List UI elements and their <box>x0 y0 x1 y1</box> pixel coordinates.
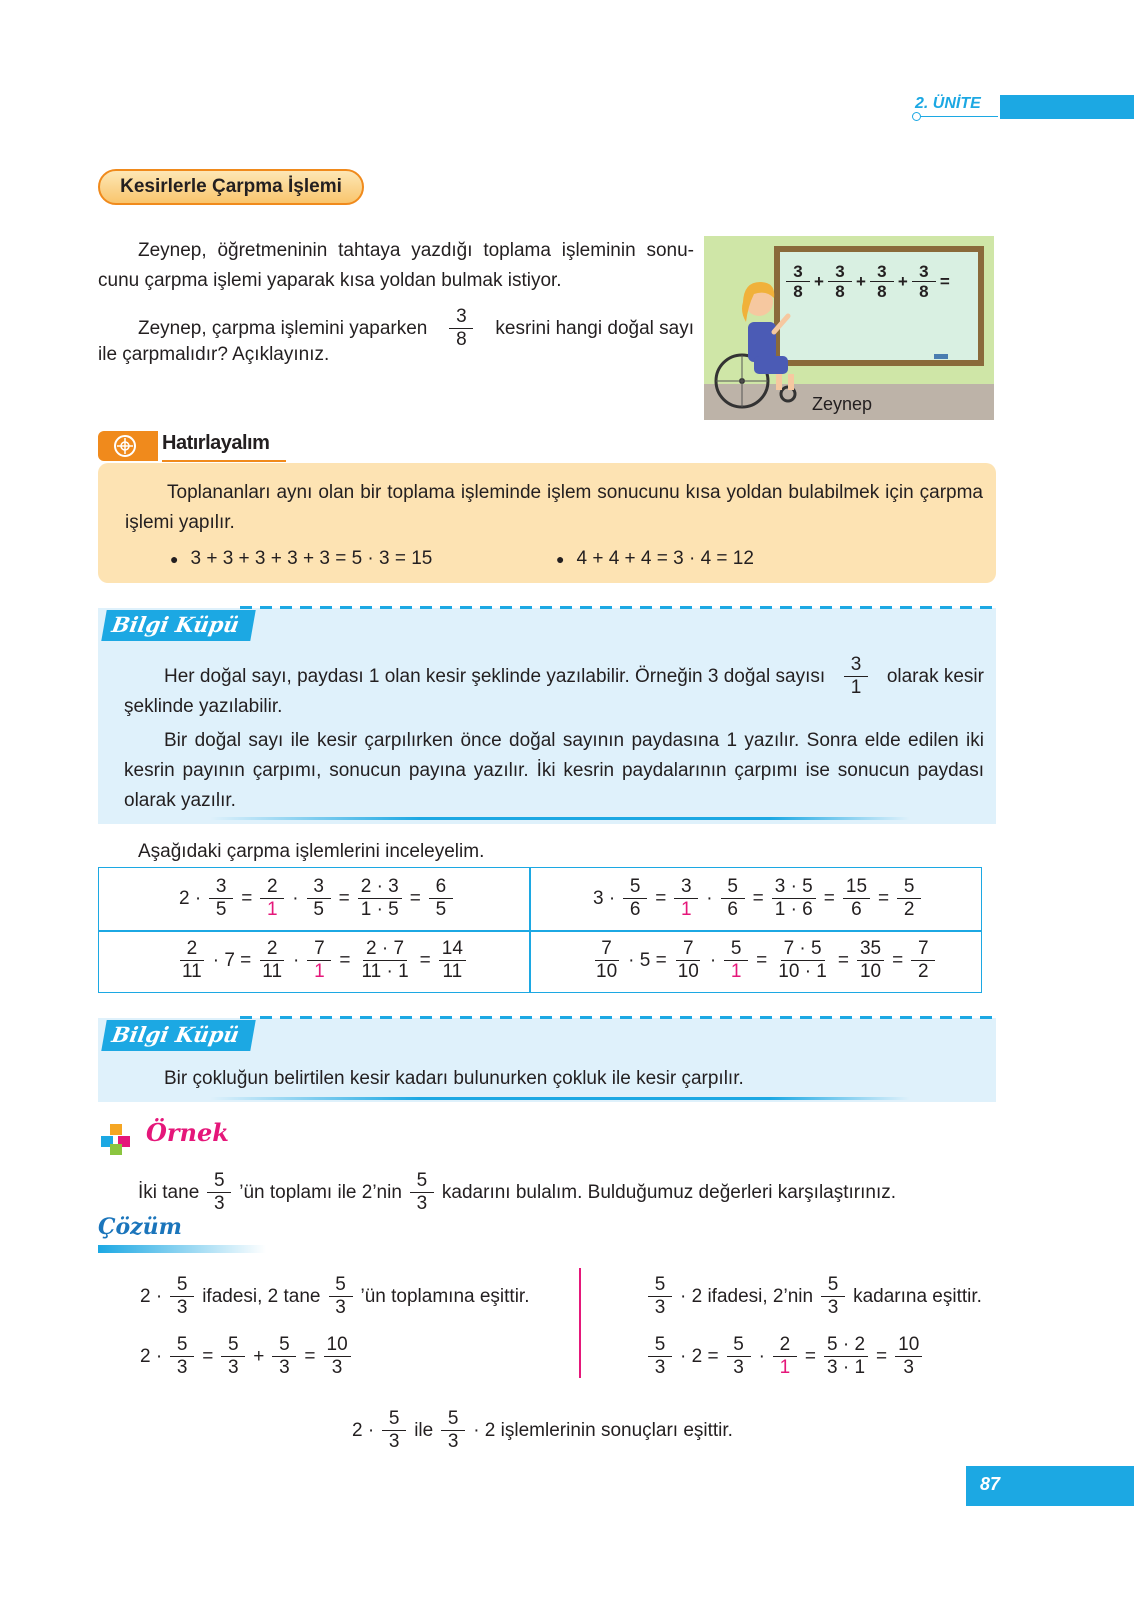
cell2-frac-2 <box>674 876 698 921</box>
cell4-frac-6 <box>911 938 935 983</box>
sl2-f4n: 10 <box>324 1334 351 1357</box>
unit-line <box>918 116 998 117</box>
cell3-f5n: 14 <box>439 938 466 961</box>
cell1-f2n: 2 <box>260 876 284 899</box>
cell3-f4n: 2 · 7 <box>363 938 407 961</box>
cell3-f1d: 11 <box>182 961 202 982</box>
board-d2: 8 <box>835 282 845 301</box>
remember-bullet-2 <box>556 544 754 574</box>
intro-paragraph-2-end: ile çarpmalıdır? Açıklayınız. <box>98 344 330 365</box>
cell4-f3d: 1 <box>730 961 742 982</box>
cell2-f6n: 5 <box>897 876 921 899</box>
example-f1d: 3 <box>213 1193 225 1214</box>
example-f2d: 3 <box>416 1193 428 1214</box>
cell2-f1n: 5 <box>623 876 647 899</box>
board-equals: = <box>939 271 950 291</box>
intro-fraction-num: 3 <box>449 306 473 329</box>
sl1-frac-2 <box>329 1274 353 1319</box>
sr1-fn: 5 <box>648 1274 672 1297</box>
solution-right-line-1 <box>646 1274 982 1319</box>
cell1-f1d: 5 <box>215 899 227 920</box>
board-d4: 8 <box>919 282 929 301</box>
cell3-frac-2 <box>259 938 285 983</box>
cell4-eq-1: = <box>756 949 768 971</box>
sr2-eq-2: = <box>876 1345 888 1367</box>
cell2-frac-4 <box>772 876 816 921</box>
info-box-1-p1-after: olarak kesir <box>886 665 984 687</box>
sr2-eq-1: = <box>804 1345 816 1367</box>
cell4-dot: · <box>709 949 717 971</box>
sl1-c: ’ün toplamına eşittir. <box>360 1285 530 1307</box>
table-cell-1 <box>179 876 455 921</box>
cell4-frac-2 <box>675 938 702 983</box>
board-plus-2: + <box>855 271 866 291</box>
board-fraction-3 <box>870 262 894 301</box>
sr2-frac-1 <box>648 1334 672 1379</box>
board-n1: 3 <box>786 262 810 282</box>
cell4-mid: · 5 = <box>628 949 667 971</box>
cell3-frac-5 <box>439 938 466 983</box>
cell1-f1n: 3 <box>209 876 233 899</box>
sr1-frac-1 <box>648 1274 672 1319</box>
sf-a: 2 · <box>352 1419 375 1441</box>
bullet-icon: ● <box>170 551 179 567</box>
sl2-f2d: 3 <box>228 1357 239 1378</box>
board-n2: 3 <box>828 262 852 282</box>
picture-caption: Zeynep <box>812 394 873 414</box>
cell2-f1d: 6 <box>629 899 641 920</box>
cell2-f5d: 6 <box>851 899 862 920</box>
cell2-eq-2: = <box>752 887 764 909</box>
unit-dot <box>912 112 921 121</box>
cell3-f5d: 11 <box>442 961 463 982</box>
cell2-lead: 3 · <box>593 887 616 909</box>
sl2-f2n: 5 <box>221 1334 245 1357</box>
board-fraction-4 <box>912 262 936 301</box>
board-d3: 8 <box>877 282 887 301</box>
sf-gd: 3 <box>447 1431 459 1452</box>
cell2-frac-5 <box>843 876 870 921</box>
cell2-f6d: 2 <box>903 899 915 920</box>
sr2-f2d: 3 <box>733 1357 744 1378</box>
remember-bullet-2-text: 4 + 4 + 4 = 3 · 4 = 12 <box>576 548 754 569</box>
cell2-frac-6 <box>897 876 921 921</box>
cell1-eq-3: = <box>409 887 421 909</box>
cell4-f4n: 7 · 5 <box>781 938 825 961</box>
sr1-frac-2 <box>821 1274 845 1319</box>
cell1-f5n: 6 <box>429 876 453 899</box>
cell3-mid: · 7 = <box>212 949 252 971</box>
board-d1: 8 <box>793 282 803 301</box>
cell1-f2d: 1 <box>267 899 278 920</box>
cell3-f4d: 11 · 1 <box>361 961 409 982</box>
sl1-b: ifadesi, 2 tane <box>202 1285 321 1307</box>
sl2-f3d: 3 <box>279 1357 290 1378</box>
cell4-f1d: 10 <box>596 961 618 982</box>
cell3-eq-1: = <box>339 949 351 971</box>
info-box-1-p1-end: şeklinde yazılabilir. <box>124 696 283 717</box>
cell2-eq-1: = <box>655 887 667 909</box>
bullet-icon: ● <box>556 551 565 567</box>
cell4-frac-1 <box>593 938 620 983</box>
solution-label: Çözüm <box>98 1214 182 1240</box>
info-box-1-fraction-num: 3 <box>844 654 868 677</box>
unit-label: 2. ÜNİTE <box>915 95 981 112</box>
cell3-f3n: 7 <box>307 938 331 961</box>
cell4-frac-4 <box>775 938 830 983</box>
sr1-gn: 5 <box>821 1274 845 1297</box>
sl2-a: 2 · <box>140 1345 163 1367</box>
sr2-f3d: 1 <box>779 1357 791 1378</box>
cell2-eq-3: = <box>823 887 835 909</box>
info-box-2-text: Bir çokluğun belirtilen kesir kadarı bulunurken çokluk ile kesir çarpılır. <box>164 1068 744 1089</box>
sr1-fd: 3 <box>654 1297 666 1318</box>
remember-title: Hatırlayalım <box>162 432 270 454</box>
info-box-2-label: Bilgi Küpü <box>101 1020 255 1051</box>
sr2-f3n: 2 <box>773 1334 797 1357</box>
cell1-eq-1: = <box>241 887 253 909</box>
cell3-eq-2: = <box>419 949 431 971</box>
table-cell-3 <box>177 938 468 983</box>
info-box-1-p2: Bir doğal sayı ile kesir çarpılırken önce doğal sayının paydasına 1 yazılır. Sonra elde edilen iki kesrin payının çarpımı, sonucun payına yazılır. İki kesrin paydalarının çarpımı ise sonucun paydası olarak yazılır. <box>124 730 984 811</box>
solution-bar <box>98 1245 266 1253</box>
sl2-frac-2 <box>221 1334 245 1379</box>
table-horizontal-divider <box>99 930 981 932</box>
intro-p2-before: Zeynep, çarpma işlemini yaparken <box>138 317 428 339</box>
sr2-f2n: 5 <box>727 1334 751 1357</box>
cell1-f3n: 3 <box>307 876 331 899</box>
board-fraction-2 <box>828 262 852 301</box>
sr2-frac-5 <box>895 1334 922 1379</box>
sl1-a: 2 · <box>140 1285 163 1307</box>
cell3-frac-1 <box>179 938 205 983</box>
board-plus-1: + <box>814 271 824 291</box>
info-box-1-swoosh <box>210 817 910 820</box>
intro-fraction <box>449 306 473 351</box>
solution-left-line-1 <box>140 1274 529 1319</box>
cell4-f4d: 10 · 1 <box>778 961 827 982</box>
cell4-frac-5 <box>857 938 884 983</box>
board-equation <box>784 262 950 301</box>
info-box-1-label: Bilgi Küpü <box>101 610 255 641</box>
info-box-1-p1 <box>164 654 984 699</box>
cell4-f5d: 10 <box>859 961 882 982</box>
cell3-frac-3 <box>307 938 331 983</box>
cell4-f1n: 7 <box>595 938 619 961</box>
cell1-frac-1 <box>209 876 233 921</box>
remember-bullet-1-text: 3 + 3 + 3 + 3 + 3 = 5 · 3 = 15 <box>190 548 433 569</box>
sr1-c: kadarına eşittir. <box>853 1285 982 1307</box>
sf-c: · 2 işlemlerinin sonuçları eşittir. <box>473 1419 733 1441</box>
remember-text: Toplananları aynı olan bir toplama işleminde işlem sonucunu kısa yoldan bulabilmek için çarpma işlemi yapılır. <box>125 482 983 533</box>
sr2-f5d: 3 <box>903 1357 914 1378</box>
example-label: Örnek <box>146 1118 229 1147</box>
cell1-lead: 2 · <box>179 887 202 909</box>
cell1-f5d: 5 <box>435 899 447 920</box>
cubes-icon <box>98 1122 134 1156</box>
sl2-f3n: 5 <box>272 1334 296 1357</box>
head-icon <box>98 431 158 461</box>
cell2-eq-4: = <box>878 887 890 909</box>
sl2-f1d: 3 <box>176 1357 188 1378</box>
example-frac-2 <box>410 1170 434 1215</box>
remember-bullet-1 <box>170 544 432 574</box>
intro-fraction-den: 8 <box>456 329 467 350</box>
sl2-plus: + <box>253 1345 265 1367</box>
cell2-frac-1 <box>623 876 647 921</box>
board-plus-3: + <box>897 271 908 291</box>
cell2-frac-3 <box>721 876 745 921</box>
sf-gn: 5 <box>441 1408 465 1431</box>
cell4-f2n: 7 <box>676 938 700 961</box>
board-fraction-1 <box>786 262 810 301</box>
sf-fn: 5 <box>382 1408 406 1431</box>
sl2-frac-3 <box>272 1334 296 1379</box>
cell1-eq-2: = <box>338 887 350 909</box>
example-question <box>138 1170 896 1215</box>
sf-frac-1 <box>382 1408 406 1453</box>
sl1-frac-1 <box>170 1274 194 1319</box>
sr2-f1d: 3 <box>654 1357 666 1378</box>
info-box-2-swoosh <box>210 1097 910 1100</box>
sl2-f4d: 3 <box>331 1357 343 1378</box>
section-title: Kesirlerle Çarpma İşlemi <box>98 169 364 205</box>
cell2-f2d: 1 <box>681 899 692 920</box>
cell2-f2n: 3 <box>674 876 698 899</box>
cell3-f1n: 2 <box>180 938 204 961</box>
board-n4: 3 <box>912 262 936 282</box>
sr2-f1n: 5 <box>648 1334 672 1357</box>
sl2-eq-1: = <box>202 1345 214 1367</box>
solution-right-line-2 <box>646 1334 924 1379</box>
solution-divider <box>579 1268 581 1378</box>
info-box-2-dashes <box>240 1016 996 1019</box>
unit-tab <box>1000 95 1134 119</box>
sl2-frac-4 <box>324 1334 351 1379</box>
cell4-f6n: 7 <box>911 938 935 961</box>
solution-final <box>352 1408 733 1453</box>
example-frac-1 <box>207 1170 231 1215</box>
cell4-f6d: 2 <box>917 961 929 982</box>
cell1-dot: · <box>292 887 299 909</box>
sl2-eq-2: = <box>304 1345 316 1367</box>
cell2-dot: · <box>706 887 713 909</box>
page-number: 87 <box>980 1474 1001 1494</box>
intro-paragraph-1: Zeynep, öğretmeninin tahtaya yazdığı toplama işleminin sonu-cunu çarpma işlemi yaparak kısa yoldan bulmak istiyor. <box>98 240 694 291</box>
cell3-frac-4 <box>358 938 411 983</box>
info-box-1-fraction <box>844 654 868 699</box>
cell1-frac-2 <box>260 876 284 921</box>
cell3-dot: · <box>293 949 300 971</box>
cell4-frac-3 <box>724 938 748 983</box>
sr2-frac-3 <box>773 1334 797 1379</box>
sl2-f1n: 5 <box>170 1334 194 1357</box>
info-box-1-p1-before: Her doğal sayı, paydası 1 olan kesir şeklinde yazılabilir. Örneğin 3 doğal sayısı <box>164 665 826 687</box>
sr2-b: · 2 = <box>680 1345 719 1367</box>
cell1-f4d: 1 · 5 <box>360 899 399 920</box>
remember-underline <box>162 460 286 462</box>
example-t2: ’ün toplamı ile 2’nin <box>239 1181 402 1203</box>
cell2-f5n: 15 <box>843 876 870 899</box>
example-t1: İki tane <box>138 1181 200 1203</box>
sr1-b: · 2 ifadesi, 2’nin <box>680 1285 814 1307</box>
examples-intro: Aşağıdaki çarpma işlemlerini inceleyelim. <box>138 841 485 862</box>
board-n3: 3 <box>870 262 894 282</box>
cell2-f3n: 5 <box>721 876 745 899</box>
table-cell-2 <box>593 876 923 921</box>
cell1-frac-4 <box>358 876 402 921</box>
sl1-gn: 5 <box>329 1274 353 1297</box>
info-box-1-dashes <box>240 606 996 609</box>
info-box-1-fraction-den: 1 <box>850 677 862 698</box>
examples-table <box>98 867 982 993</box>
cell1-f3d: 5 <box>313 899 324 920</box>
blackboard-illustration <box>704 236 994 420</box>
sr2-f4d: 3 · 1 <box>827 1357 866 1378</box>
cell2-f4n: 3 · 5 <box>772 876 816 899</box>
sr1-gd: 3 <box>827 1297 839 1318</box>
sl1-gd: 3 <box>335 1297 346 1318</box>
sf-frac-2 <box>441 1408 465 1453</box>
table-cell-4 <box>591 938 937 983</box>
sr2-dot: · <box>758 1345 765 1367</box>
cell2-f3d: 6 <box>727 899 738 920</box>
cell4-eq-2: = <box>837 949 849 971</box>
sr2-f5n: 10 <box>895 1334 922 1357</box>
cell4-f3n: 5 <box>724 938 748 961</box>
cell3-f2d: 11 <box>262 961 283 982</box>
sr2-f4n: 5 · 2 <box>824 1334 868 1357</box>
sl1-fn: 5 <box>170 1274 194 1297</box>
cell1-f4n: 2 · 3 <box>358 876 402 899</box>
cell3-f2n: 2 <box>260 938 284 961</box>
sr2-frac-4 <box>824 1334 868 1379</box>
cell2-f4d: 1 · 6 <box>774 899 813 920</box>
cell4-eq-3: = <box>892 949 904 971</box>
cell4-f2d: 10 <box>677 961 699 982</box>
cell3-f3d: 1 <box>314 961 325 982</box>
intro-p2-after: kesrini hangi doğal sayı <box>495 317 694 339</box>
cell1-frac-5 <box>429 876 453 921</box>
sf-b: ile <box>414 1419 434 1441</box>
sf-fd: 3 <box>388 1431 400 1452</box>
example-f1n: 5 <box>207 1170 231 1193</box>
solution-left-line-2 <box>140 1334 353 1379</box>
sr2-frac-2 <box>727 1334 751 1379</box>
sl2-frac-1 <box>170 1334 194 1379</box>
sl1-fd: 3 <box>176 1297 188 1318</box>
cell1-frac-3 <box>307 876 331 921</box>
cell4-f5n: 35 <box>857 938 884 961</box>
example-f2n: 5 <box>410 1170 434 1193</box>
example-t3: kadarını bulalım. Bulduğumuz değerleri karşılaştırınız. <box>441 1181 897 1203</box>
